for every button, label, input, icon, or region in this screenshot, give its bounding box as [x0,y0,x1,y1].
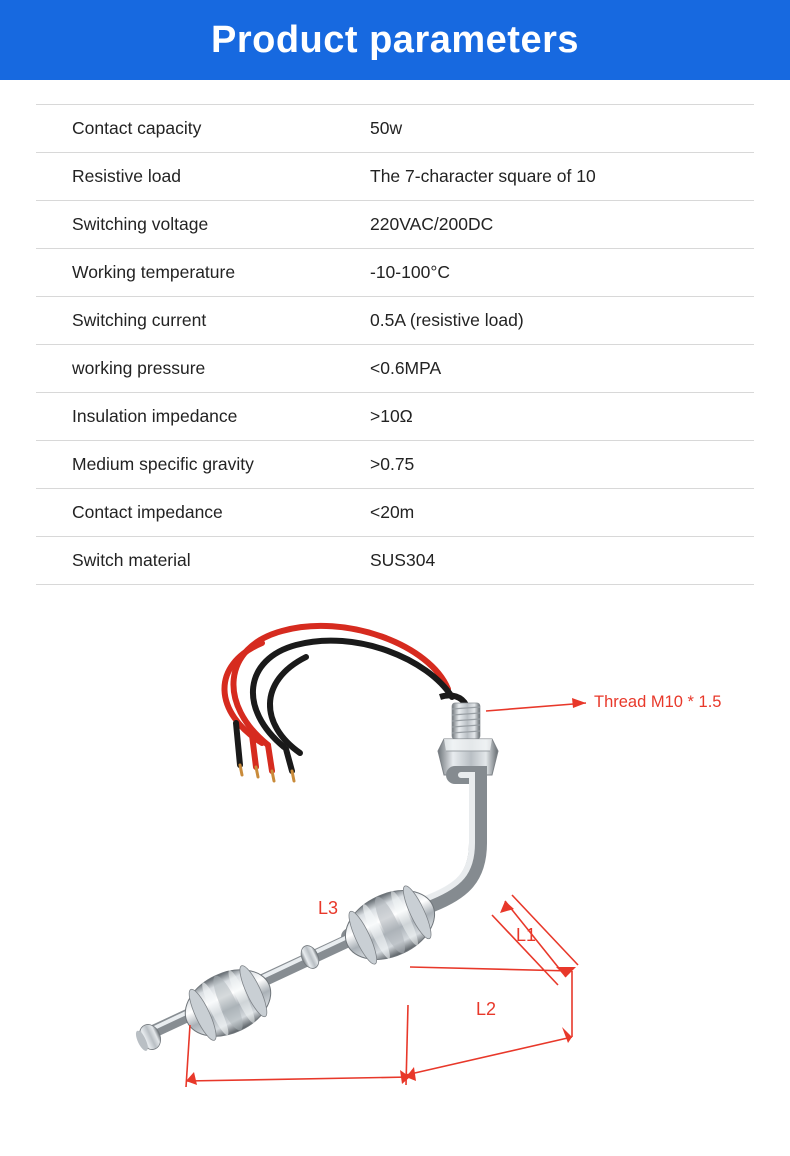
callout-l1: L1 [516,925,537,945]
table-row [36,537,754,585]
callout-thread: Thread M10 * 1.5 [594,693,722,711]
spec-value: <0.6MPA [368,345,754,393]
table-row [36,153,754,201]
spec-label: Working temperature [36,249,368,297]
product-figure [0,585,790,1115]
table-row [36,489,754,537]
spec-label: Contact impedance [36,489,368,537]
spec-label: Switch material [36,537,368,585]
spec-value: >0.75 [368,441,754,489]
spec-value: 50w [368,105,754,153]
specifications-table [36,104,754,585]
spec-label: Switching current [36,297,368,345]
spec-label: Contact capacity [36,105,368,153]
table-row [36,249,754,297]
callout-l3: L3 [318,898,339,918]
table-row [36,297,754,345]
table-row [36,105,754,153]
table-row [36,441,754,489]
spec-label: Resistive load [36,153,368,201]
spec-value: >10Ω [368,393,754,441]
page-header [0,0,790,80]
table-row [36,345,754,393]
table-row [36,201,754,249]
float-switch-illustration [0,585,790,1115]
spec-value: The 7-character square of 10 [368,153,754,201]
spec-value: SUS304 [368,537,754,585]
spec-value: -10-100°C [368,249,754,297]
table-row [36,393,754,441]
callout-l2: L2 [476,999,497,1019]
spec-value: 220VAC/200DC [368,201,754,249]
spec-value: <20m [368,489,754,537]
spec-label: working pressure [36,345,368,393]
spec-label: Switching voltage [36,201,368,249]
page-title: Product parameters [210,19,579,61]
spec-label: Insulation impedance [36,393,368,441]
spec-value: 0.5A (resistive load) [368,297,754,345]
spec-label: Medium specific gravity [36,441,368,489]
